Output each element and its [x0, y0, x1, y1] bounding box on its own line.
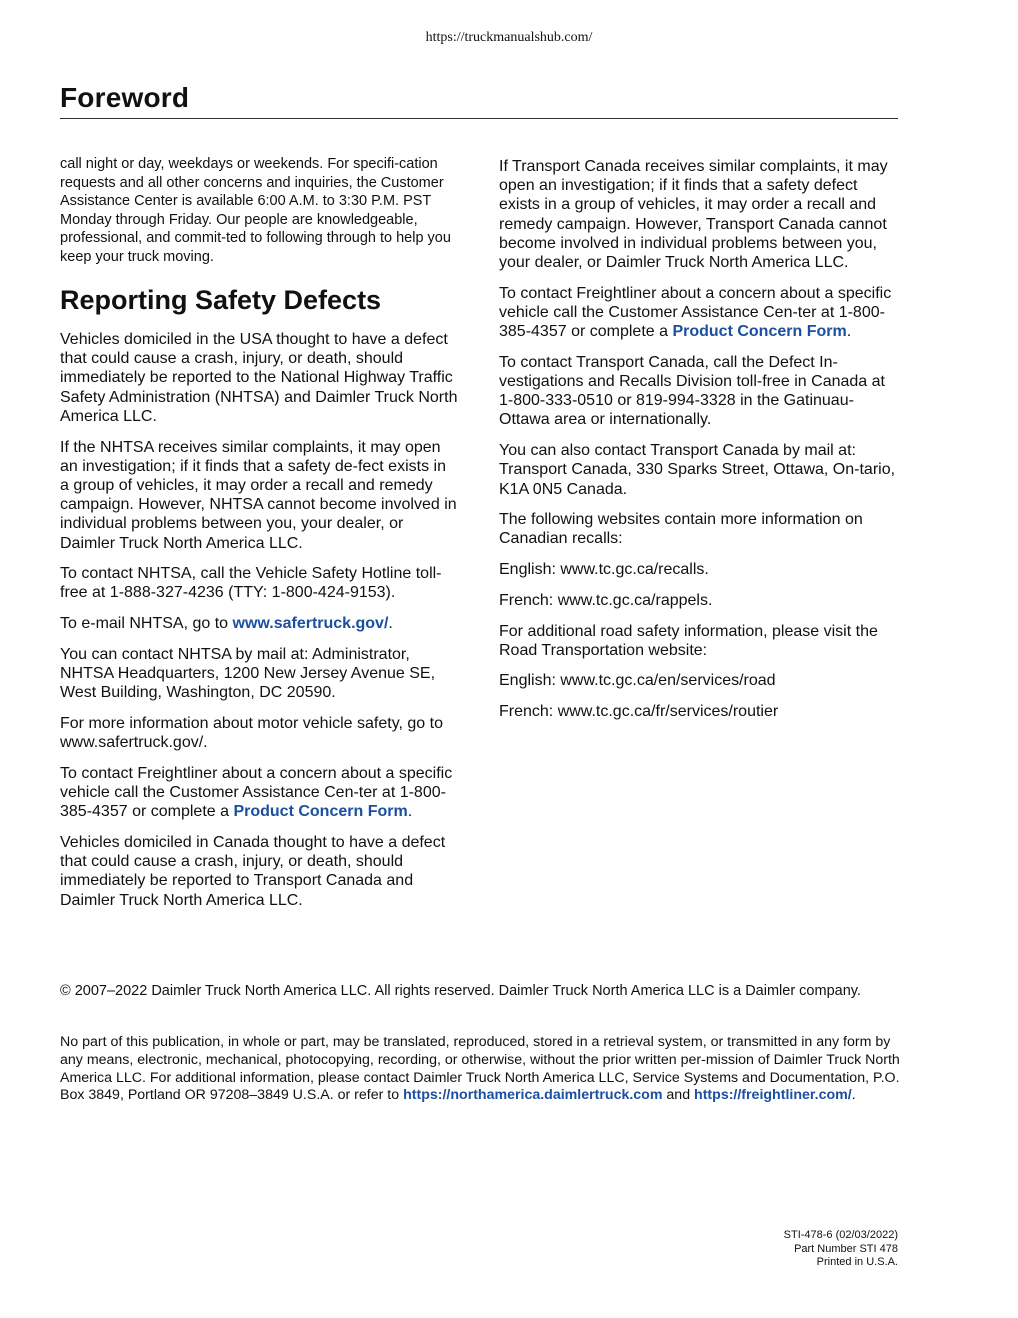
part-number: Part Number STI 478 [794, 1242, 898, 1255]
canada-defect-paragraph: Vehicles domiciled in Canada thought to have a defect that could cause a crash, injury, or death, should immediately be reported to Transport Canada and Daimler Truck North America LLC. [60, 833, 446, 909]
transport-canada-mail-paragraph: You can also contact Transport Canada by mail at: Transport Canada, 330 Sparks Street, Ottawa, On-tario, K1A 0N5 Canada. [499, 442, 896, 498]
reproduction-notice-suffix: . [851, 1087, 856, 1104]
document-id: STI-478-6 (02/03/2022) [783, 1229, 898, 1241]
printed-in: Printed in U.S.A. [816, 1256, 898, 1268]
freightliner-contact-suffix: . [407, 803, 413, 821]
french-road-url: French: www.tc.gc.ca/fr/services/routier [499, 703, 779, 721]
freightliner-contact-paragraph [60, 764, 458, 822]
product-concern-form-link[interactable]: Product Concern Form [233, 803, 408, 821]
transport-canada-investigation-paragraph: If Transport Canada receives similar complaints, it may open an investigation; if it finds that a safety defect exists in a group of vehicles, it may order a recall and remedy campaign. However, Transport Canada cannot become involved in individual problems between you, your dealer, or Daimler Truck North America LLC. [499, 158, 888, 272]
section-heading: Reporting Safety Defects [60, 285, 382, 315]
product-concern-form-link-2[interactable]: Product Concern Form [672, 323, 847, 341]
vehicle-safety-info-paragraph: For more information about motor vehicle safety, go to www.safertruck.gov/. [60, 714, 443, 752]
canadian-recalls-paragraph: The following websites contain more information on Canadian recalls: [499, 511, 863, 548]
nhtsa-email-text: To e-mail NHTSA, go to [60, 615, 233, 633]
road-safety-paragraph: For additional road safety information, please visit the Road Transportation website: [499, 622, 878, 659]
source-url: https://truckmanualshub.com/ [425, 30, 593, 45]
page-title: Foreword [60, 82, 190, 113]
title-divider [60, 118, 898, 119]
nhtsa-investigation-paragraph: If the NHTSA receives similar complaints, it may open an investigation; if it finds that a safety de-fect exists in a group of vehicles, it may order a recall and remedy campaign. However, NHTSA cannot become involved in individual problems between you, your dealer, or Daimler Truck North America LLC. [60, 438, 457, 552]
nhtsa-mail-paragraph: You can contact NHTSA by mail at: Administrator, NHTSA Headquarters, 1200 New Jersey Avenue SE, West Building, Washington, DC 20590. [60, 645, 436, 702]
right-column [499, 157, 897, 733]
freightliner-contact-text-2: To contact Freightliner about a concern about a specific vehicle call the Customer Assistance Cen-ter at 1-800-385-4357 or complete a [499, 284, 892, 341]
freightliner-contact-suffix-2: . [846, 323, 852, 341]
safertruck-link[interactable]: www.safertruck.gov/ [232, 615, 389, 633]
french-recalls-url: French: www.tc.gc.ca/rappels. [499, 591, 713, 609]
left-column [60, 155, 458, 921]
transport-canada-phone-paragraph: To contact Transport Canada, call the Defect In-vestigations and Recalls Division toll-free in Canada at 1-800-333-0510 or 819-994-3328 in the Gatinuau-Ottawa area or internationally. [499, 353, 885, 429]
freightliner-contact-text: To contact Freightliner about a concern about a specific vehicle call the Customer Assistance Cen-ter at 1-800-385-4357 or complete a [60, 764, 453, 821]
reproduction-notice-and: and [662, 1087, 695, 1104]
copyright-notice: © 2007–2022 Daimler Truck North America LLC. All rights reserved. Daimler Truck North America LLC is a Daimler company. [60, 983, 861, 999]
usa-defect-paragraph: Vehicles domiciled in the USA thought to have a defect that could cause a crash, injury, or death, should immediately be reported to the National Highway Traffic Safety Administration (NHTSA) and Daimler Truck North America LLC. [60, 331, 458, 425]
publication-info [784, 1229, 898, 1270]
reproduction-notice-text: No part of this publication, in whole or part, may be translated, reproduced, stored in a retrieval system, or transmitted in any form by any means, electronic, mechanical, photocopying, recording, or otherwise, without the prior written per-mission of Daimler Truck North America LLC. For additional information, please contact Daimler Truck North America LLC, Service Systems and Documentation, P.O. Box 3849, Portland OR 97208–3849 U.S.A. or refer to [60, 1034, 900, 1104]
daimlertruck-link[interactable]: https://northamerica.daimlertruck.com [403, 1087, 663, 1104]
reproduction-notice [60, 1034, 900, 1105]
freightliner-link[interactable]: https://freightliner.com/ [694, 1087, 852, 1104]
english-recalls-url: English: www.tc.gc.ca/recalls. [499, 561, 709, 579]
english-road-url: English: www.tc.gc.ca/en/services/road [499, 672, 776, 690]
nhtsa-email-suffix: . [388, 615, 393, 633]
nhtsa-hotline-paragraph: To contact NHTSA, call the Vehicle Safety Hotline toll-free at 1-888-327-4236 (TTY: 1-800-424-9153). [60, 565, 442, 602]
nhtsa-email-paragraph [60, 614, 458, 633]
freightliner-contact-paragraph-2 [499, 284, 897, 342]
intro-paragraph: call night or day, weekdays or weekends. For specifi-cation requests and all other concerns and inquiries, the Customer Assistance Center is available 6:00 A.M. to 3:30 P.M. PST Monday through Friday. Our people are knowledgeable, professional, and commit-ted to following through to help you keep your truck moving. [60, 156, 451, 265]
